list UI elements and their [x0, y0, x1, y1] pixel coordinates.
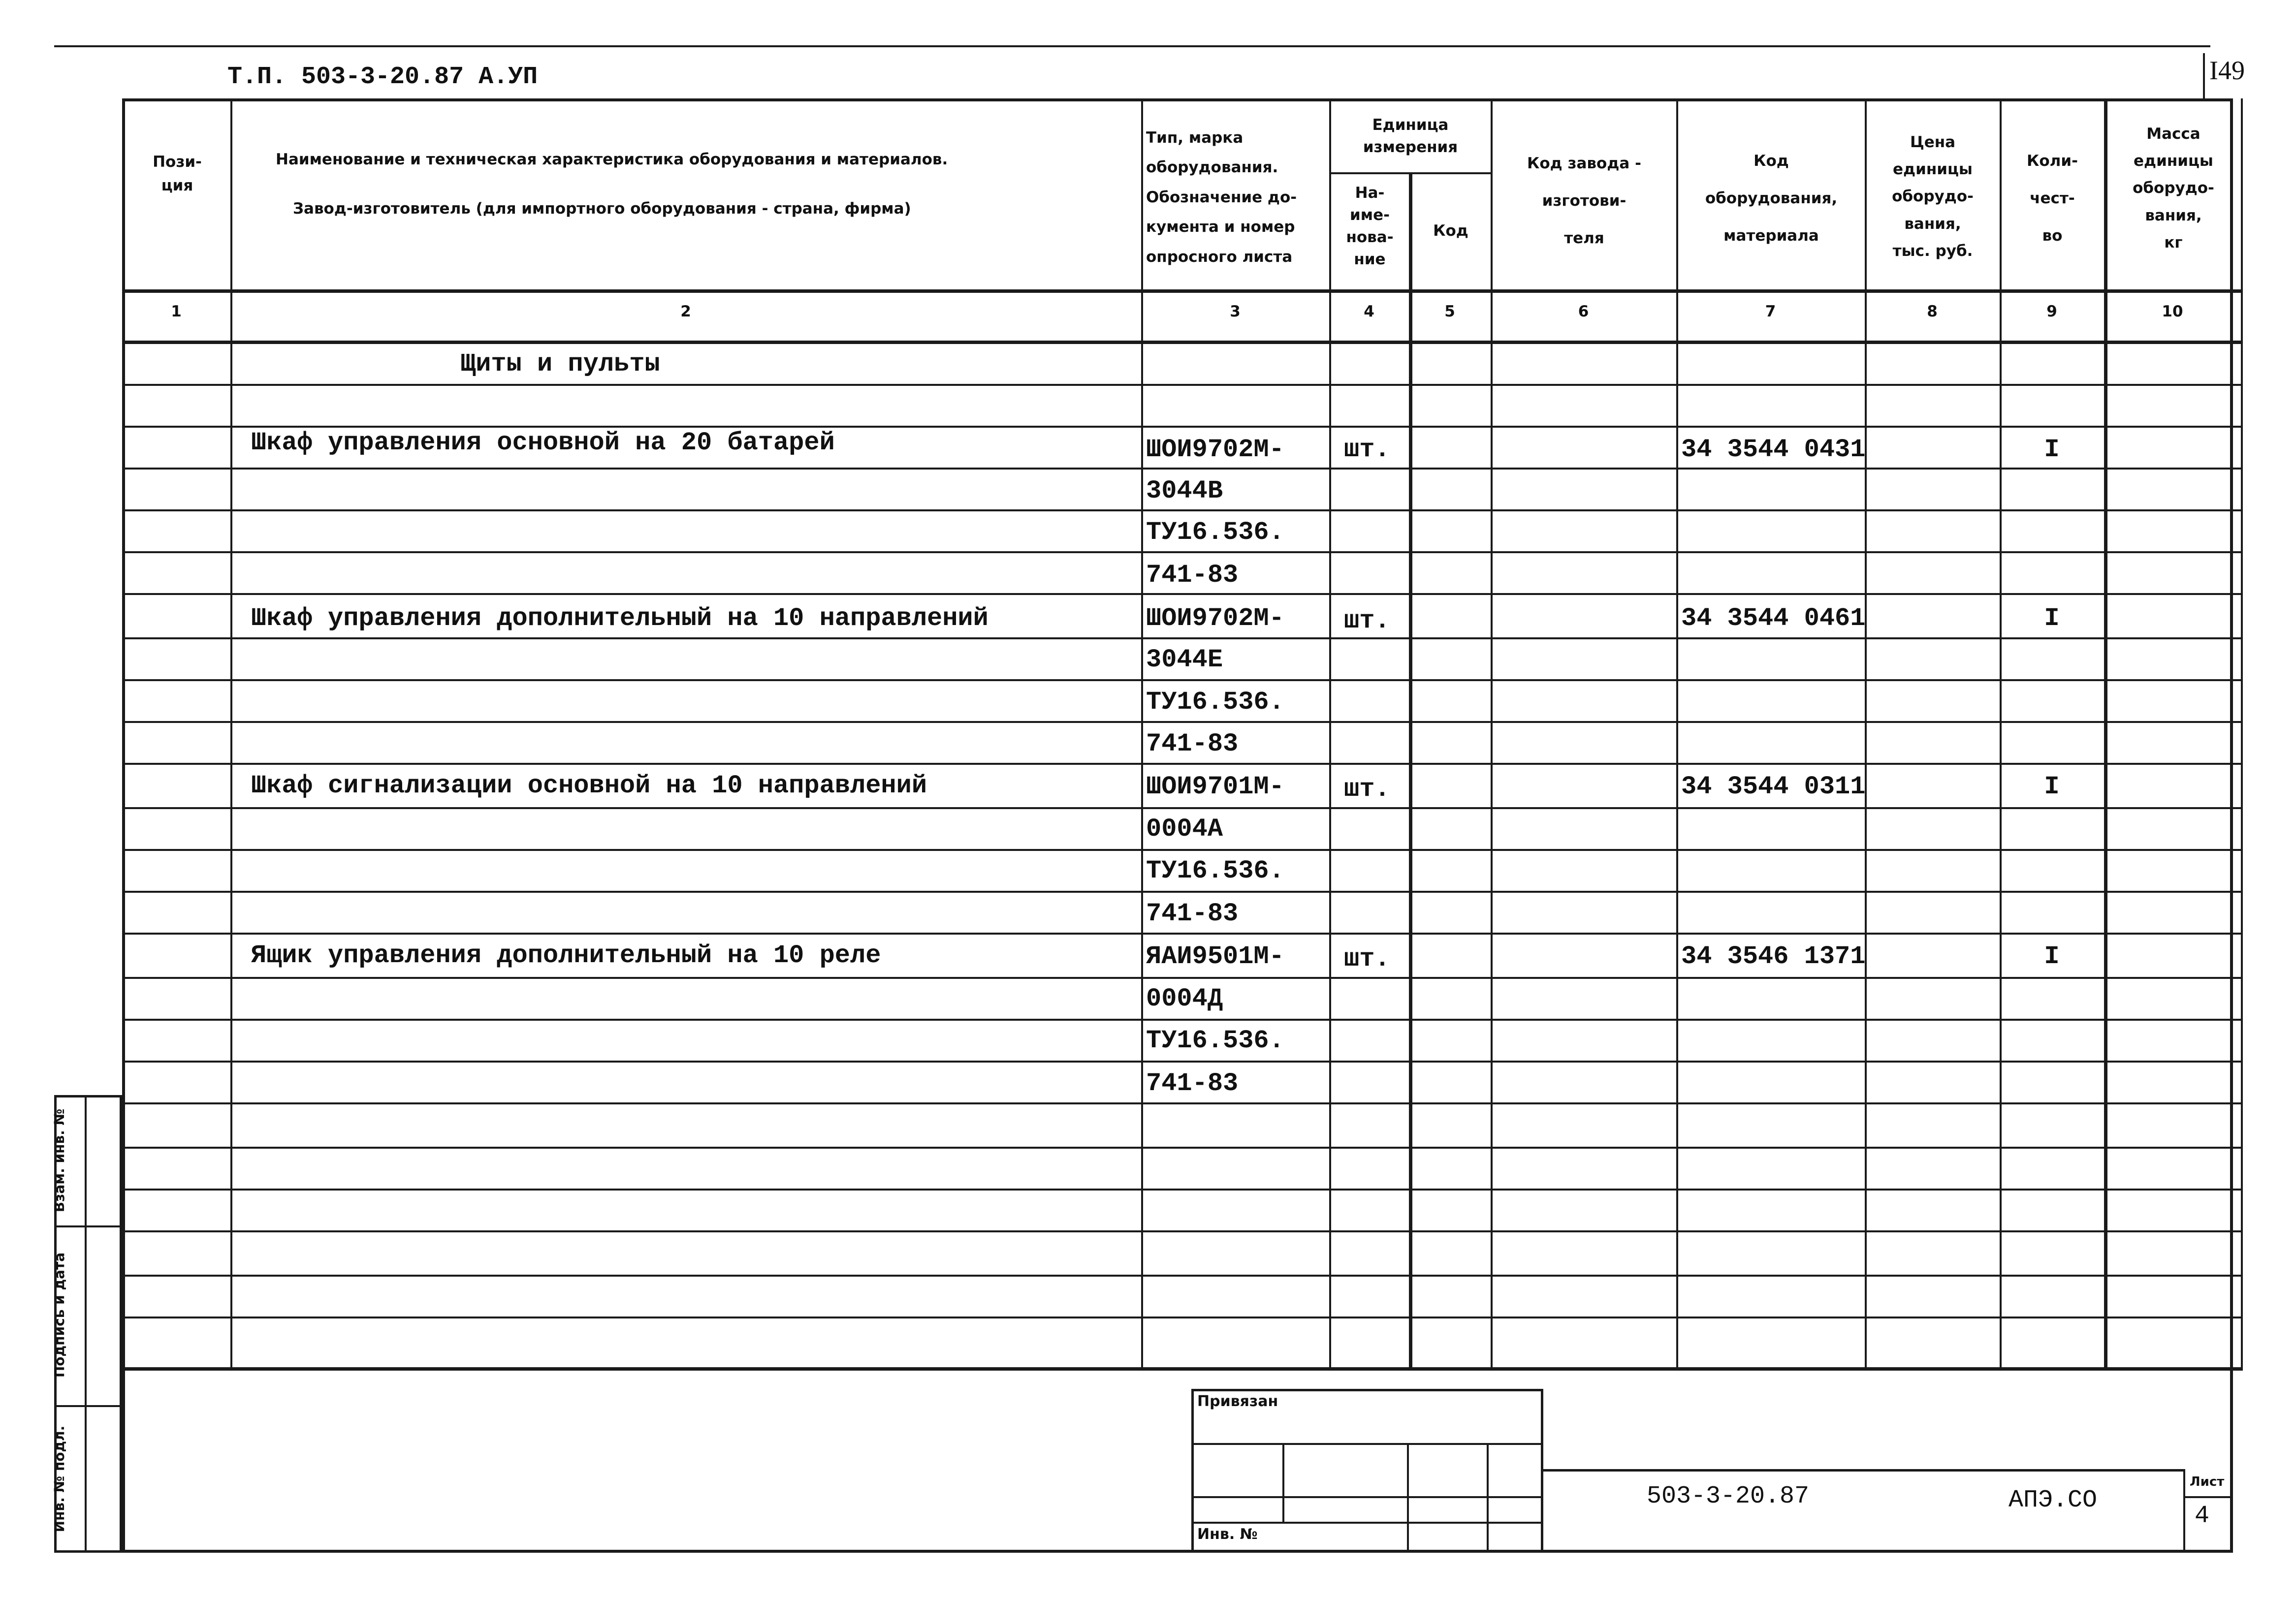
column-number: 6 [1578, 303, 1589, 320]
item-type-line: ШОИ9701М- [1146, 772, 1284, 801]
col-line [1409, 172, 1412, 1371]
item-type-line: 741-83 [1146, 1069, 1239, 1098]
header-bottom-line [122, 289, 2242, 293]
item-name: Шкаф сигнализации основной на 10 направлений [251, 771, 927, 800]
item-name: Ящик управления дополнительный на 10 реле [251, 941, 881, 970]
section-title: Щиты и пульты [460, 349, 660, 378]
column-number: 2 [680, 303, 691, 320]
item-type-line: 741-83 [1146, 729, 1239, 758]
item-quantity: I [2044, 604, 2060, 633]
top-border-line [54, 45, 2210, 47]
item-unit: шт. [1344, 775, 1390, 804]
row-separator [122, 1275, 2242, 1277]
side-label-replacement: Взам. инв. № [51, 1108, 67, 1213]
header-manufacturer: Завод-изготовитель (для импортного оборудования - страна, фирма) [293, 200, 911, 218]
column-number: 1 [171, 303, 182, 320]
item-name: Шкаф управления дополнительный на 10 направлений [251, 604, 989, 633]
table-bottom-line [122, 1367, 2242, 1371]
header-type: Тип, марка оборудования. Обозначение до- кумента и номер опросного листа [1146, 129, 1297, 266]
sheet-label: Лист [2190, 1474, 2225, 1489]
item-quantity: I [2044, 772, 2060, 801]
unit-subheader-line [1329, 172, 1491, 174]
column-number: 4 [1364, 303, 1374, 320]
header-factory-code: Код завода - изготови- теля [1527, 155, 1641, 247]
item-name: Шкаф управления основной на 20 батарей [251, 428, 835, 457]
header-quantity: Коли- чест- во [2027, 152, 2078, 245]
row-separator [122, 384, 2242, 386]
column-number: 8 [1927, 303, 1938, 320]
column-number: 7 [1765, 303, 1776, 320]
item-unit: шт. [1344, 435, 1390, 464]
item-type-line: 3044В [1146, 476, 1223, 505]
item-quantity: I [2044, 435, 2060, 464]
item-type-line: 741-83 [1146, 899, 1239, 928]
row-separator [122, 1230, 2242, 1232]
page-number-box-line [2203, 53, 2205, 98]
header-unit-code: Код [1433, 222, 1468, 240]
document-code: Т.П. 503-3-20.87 А.УП [227, 63, 538, 91]
title-designation: 503-3-20.87 [1647, 1482, 1810, 1510]
numbers-bottom-line [122, 341, 2242, 344]
item-code: 34 3546 1371 [1681, 942, 1866, 971]
side-stamp-divider [54, 1225, 122, 1227]
side-stamp-divider [85, 1095, 87, 1553]
column-number: 10 [2162, 303, 2183, 320]
item-unit: шт. [1344, 944, 1390, 973]
item-type-line: 3044Е [1146, 645, 1223, 674]
item-code: 34 3544 0311 [1681, 772, 1866, 801]
header-equipment-code: Код оборудования, материала [1705, 152, 1838, 245]
stamp-line [1191, 1496, 1543, 1498]
item-type-line: ШОИ9702М- [1146, 435, 1284, 464]
item-type-line: ЯАИ9501М- [1146, 942, 1284, 971]
column-number: 9 [2046, 303, 2057, 320]
item-type-line: 0004А [1146, 815, 1223, 844]
item-quantity: I [2044, 942, 2060, 971]
item-type-line: ТУ16.536. [1146, 1026, 1284, 1055]
title-block-top-line [1543, 1469, 2183, 1472]
sheet-box-line [2183, 1469, 2185, 1553]
row-separator [122, 1189, 2242, 1191]
column-number: 5 [1444, 303, 1455, 320]
stamp-line [1282, 1443, 1284, 1522]
header-unit-name: На- име- нова- ние [1346, 184, 1394, 268]
item-type-line: 0004Д [1146, 984, 1223, 1013]
item-type-line: ШОИ9702М- [1146, 604, 1284, 633]
stamp-line [1407, 1443, 1409, 1553]
item-code: 34 3544 0461 [1681, 604, 1866, 633]
stamp-line [1191, 1522, 1543, 1524]
item-type-line: ТУ16.536. [1146, 856, 1284, 885]
title-mark: АПЭ.СО [2009, 1486, 2098, 1514]
side-label-original-inventory: Инв. № подл. [51, 1425, 67, 1533]
side-label-signature-date: Подпись и дата [51, 1252, 67, 1378]
stamp-line [1487, 1443, 1489, 1553]
header-mass: Масса единицы оборудо- вания, кг [2133, 125, 2214, 251]
header-position: Пози- ция [153, 153, 202, 195]
item-type-line: 741-83 [1146, 561, 1239, 590]
sheet-number: 4 [2195, 1502, 2210, 1530]
header-unit: Единица измерения [1363, 116, 1458, 156]
item-code: 34 3544 0431 [1681, 435, 1866, 464]
item-type-line: ТУ16.536. [1146, 688, 1284, 717]
stamp-inventory-label: Инв. № [1197, 1526, 1258, 1543]
column-number: 3 [1230, 303, 1241, 320]
sheet-box-line [2183, 1496, 2232, 1498]
row-separator [122, 1147, 2242, 1149]
stamp-line [1191, 1443, 1543, 1445]
header-name: Наименование и техническая характеристика оборудования и материалов. [276, 151, 948, 168]
item-type-line: ТУ16.536. [1146, 518, 1284, 547]
item-unit: шт. [1344, 606, 1390, 635]
stamp-binding-label: Привязан [1197, 1393, 1278, 1410]
page-number: I49 [2209, 56, 2245, 85]
row-separator [122, 1317, 2242, 1318]
header-price: Цена единицы оборудо- вания, тыс. руб. [1892, 133, 1974, 260]
